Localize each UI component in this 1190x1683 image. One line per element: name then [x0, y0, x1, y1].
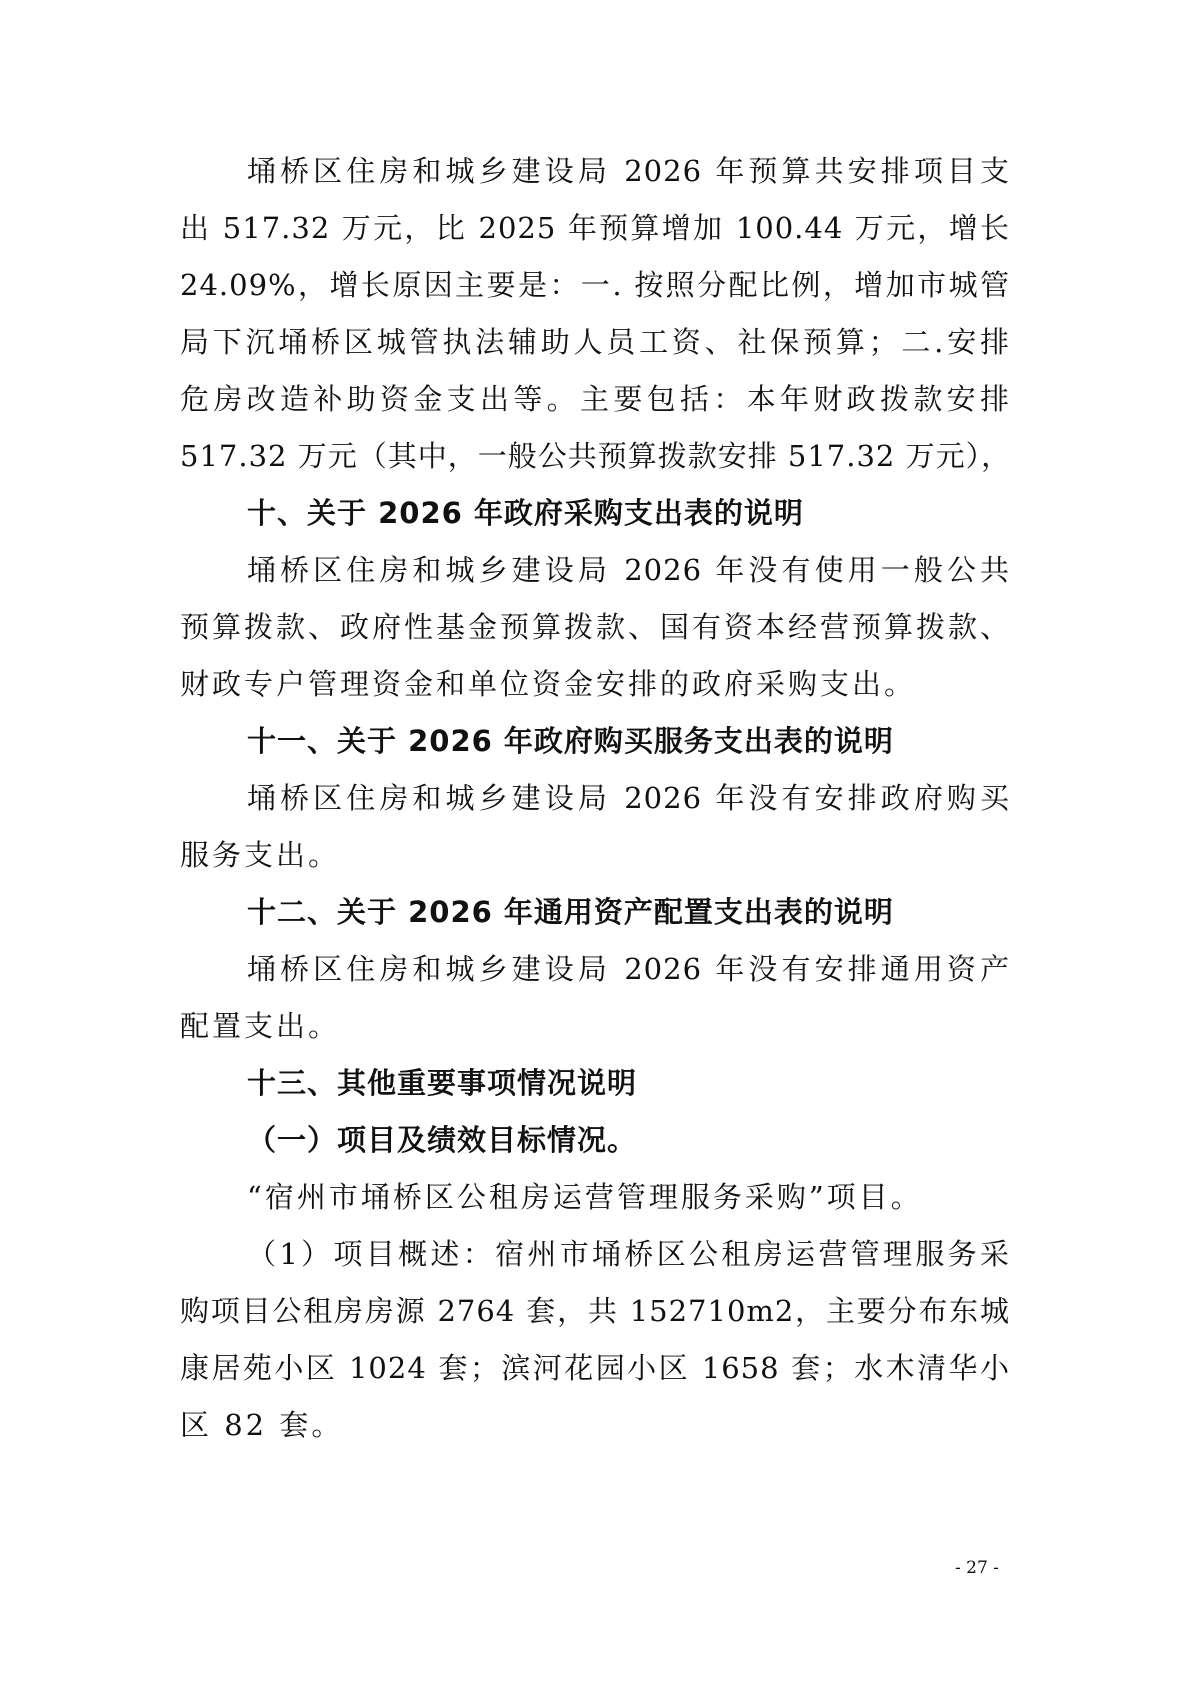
paragraph-line: 517.32 万元（其中，一般公共预算拨款安排 517.32 万元）， [180, 439, 1012, 473]
paragraph-line: 服务支出。 [180, 838, 341, 872]
paragraph-line: 埇桥区住房和城乡建设局 2026 年预算共安排项目支 [247, 154, 1010, 188]
subsection-heading: （一）项目及绩效目标情况。 [247, 1123, 638, 1157]
paragraph-line: 预算拨款、政府性基金预算拨款、国有资本经营预算拨款、 [180, 610, 1010, 644]
paragraph-line: 财政专户管理资金和单位资金安排的政府采购支出。 [180, 667, 917, 701]
paragraph-line: （1）项目概述：宿州市埇桥区公租房运营管理服务采 [247, 1237, 1010, 1271]
page-number: - 27 - [955, 1558, 999, 1578]
project-name-line: “宿州市埇桥区公租房运营管理服务采购”项目。 [247, 1180, 923, 1214]
paragraph-line: 康居苑小区 1024 套；滨河花园小区 1658 套；水木清华小 [180, 1351, 1010, 1385]
paragraph-line: 危房改造补助资金支出等。主要包括：本年财政拨款安排 [180, 382, 1010, 416]
paragraph-line: 局下沉埇桥区城管执法辅助人员工资、社保预算；二.安排 [180, 325, 1010, 359]
section-heading-12: 十二、关于 2026 年通用资产配置支出表的说明 [247, 895, 894, 929]
paragraph-line: 埇桥区住房和城乡建设局 2026 年没有安排通用资产 [247, 952, 1010, 986]
section-heading-13: 十三、其他重要事项情况说明 [247, 1066, 638, 1100]
section-heading-11: 十一、关于 2026 年政府购买服务支出表的说明 [247, 724, 894, 758]
section-heading-10: 十、关于 2026 年政府采购支出表的说明 [247, 496, 804, 530]
paragraph-line: 购项目公租房房源 2764 套，共 152710m2，主要分布东城 [180, 1294, 1010, 1328]
paragraph-line: 区 82 套。 [180, 1408, 344, 1442]
paragraph-line: 埇桥区住房和城乡建设局 2026 年没有使用一般公共 [247, 553, 1010, 587]
paragraph-line: 出 517.32 万元，比 2025 年预算增加 100.44 万元，增长 [180, 211, 1010, 245]
paragraph-line: 24.09%，增长原因主要是：一. 按照分配比例，增加市城管 [180, 268, 1010, 302]
paragraph-line: 埇桥区住房和城乡建设局 2026 年没有安排政府购买 [247, 781, 1010, 815]
paragraph-line: 配置支出。 [180, 1009, 341, 1043]
